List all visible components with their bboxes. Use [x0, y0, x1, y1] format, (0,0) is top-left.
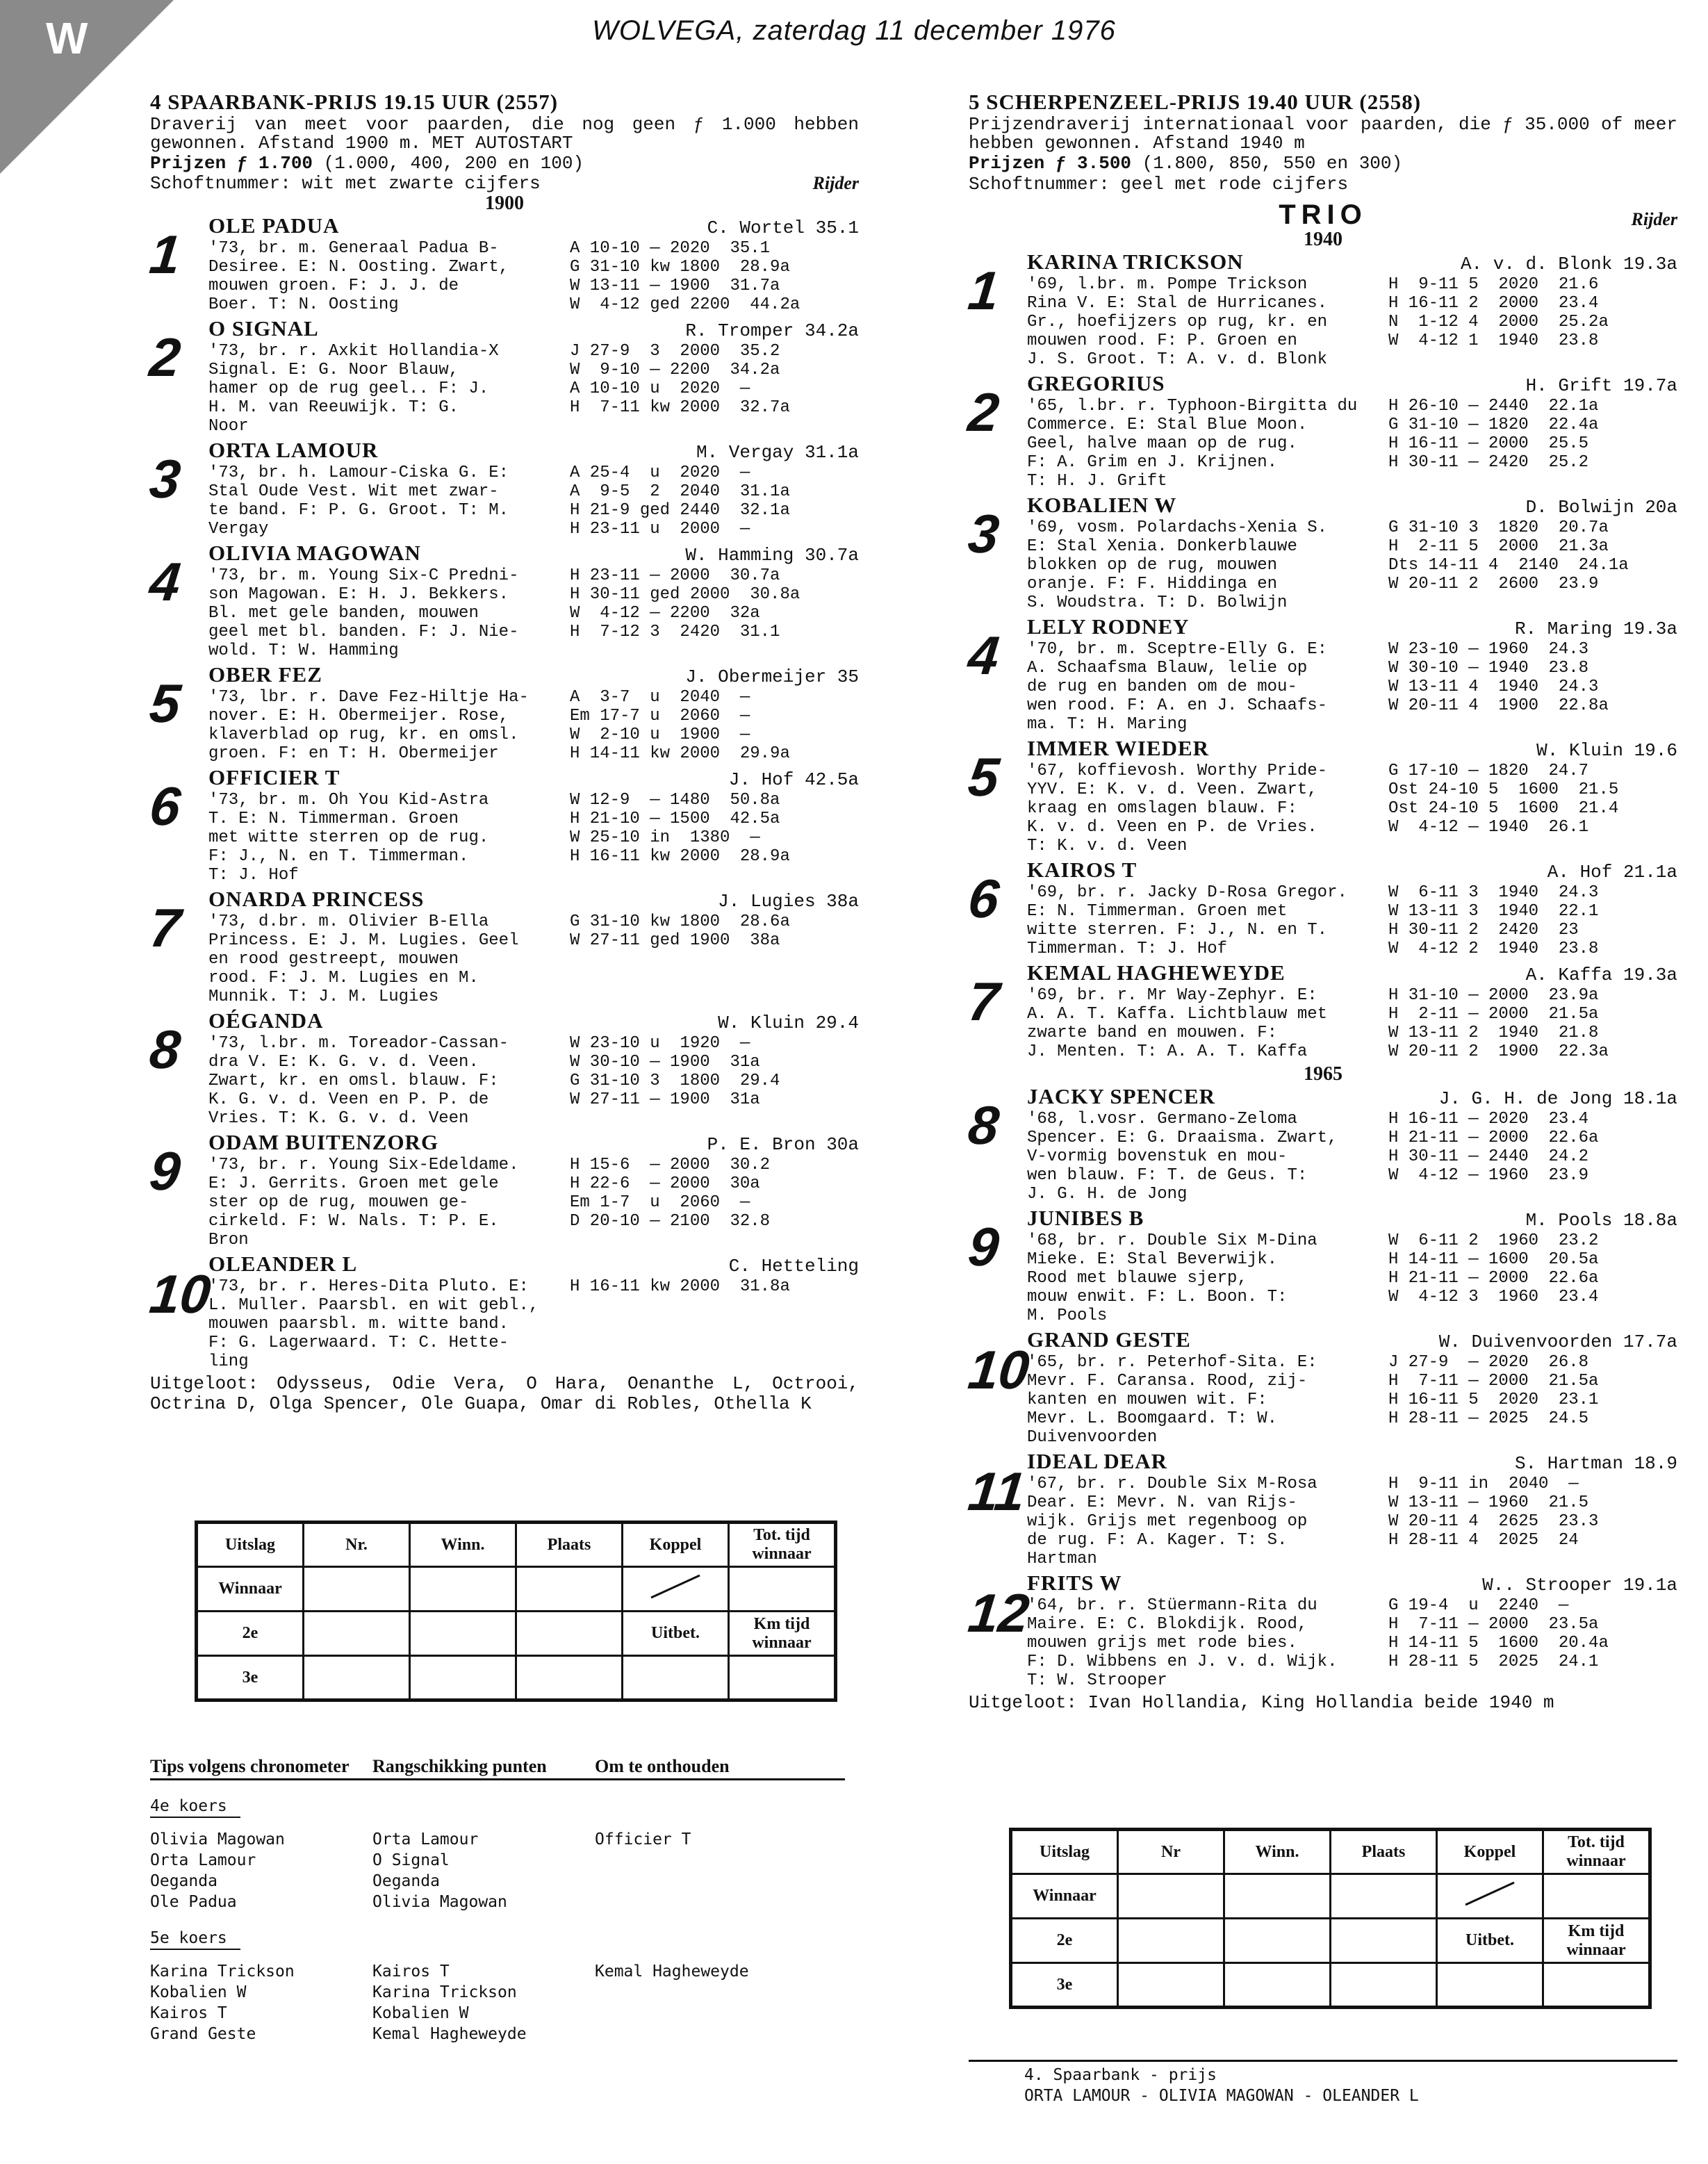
horse-entry: [965, 1571, 1677, 1690]
race-4-column: [147, 89, 859, 1414]
horse-body: [1027, 1353, 1677, 1447]
horse-entry: [965, 1449, 1677, 1568]
horse-list: [147, 213, 859, 1371]
grid-cell[interactable]: [1331, 1874, 1437, 1919]
divider: [150, 1778, 845, 1780]
start-number: 1: [965, 260, 1003, 321]
slash-icon: [1459, 1880, 1521, 1908]
horse-entry: [147, 316, 859, 436]
race-5-column: [965, 89, 1677, 1713]
uitgeloot: Uitgeloot: Ivan Hollandia, King Hollandia beide 1940 m: [969, 1692, 1554, 1713]
horse-description: '73, br. h. Lamour-Ciska G. E: Stal Oude Vest. Wit met zwar- te band. F: P. G. Groot. T: M. Vergay: [208, 464, 509, 539]
driver: A. v. d. Blonk 19.3a: [1460, 254, 1677, 274]
start-number: 4: [147, 551, 184, 612]
horse-header: [208, 438, 859, 464]
horse-body: [1027, 275, 1677, 369]
race-description: Prijzendraverij internationaal voor paarden, die ƒ 35.000 of meer hebben gewonnen. Afstand 1940 m: [969, 114, 1677, 154]
horse-results: H 9-11 5 2020 21.6 H 16-11 2 2000 23.4 N 1-12 4 2000 25.2a W 4-12 1 1940 23.8: [1388, 275, 1609, 350]
horse-description: '65, br. r. Peterhof-Sita. E: Mevr. F. Caransa. Rood, zij- kanten en mouwen wit. F: Mevr. L. Boomgaard. T: W. Duivenvoorden: [1027, 1353, 1317, 1447]
start-number: 4: [965, 625, 1003, 686]
driver: D. Bolwijn 20a: [1525, 497, 1677, 518]
schoft-row: [150, 174, 859, 193]
race-title: 4 SPAARBANK-PRIJS 19.15 UUR (2557): [150, 90, 559, 114]
horse-name: KARINA TRICKSON: [1027, 249, 1244, 274]
kmtijd-label: Km tijd winnaar: [1543, 1919, 1650, 1963]
horse-entry: [965, 249, 1677, 369]
horse-entry: [965, 1084, 1677, 1204]
horse-header: [208, 887, 859, 912]
horse-header: [1027, 961, 1677, 986]
driver: A. Hof 21.1a: [1547, 862, 1677, 883]
divider: [969, 2060, 1677, 2062]
grid-row-label: 2e: [197, 1612, 304, 1656]
horse-header: [1027, 1328, 1677, 1353]
start-number: 11: [965, 1461, 1028, 1522]
grid-header: Winn.: [1224, 1830, 1331, 1874]
horse-entry: [147, 1252, 859, 1371]
horse-description: '69, l.br. m. Pompe Trickson Rina V. E: Stal de Hurricanes. Gr., hoefijzers op rug, kr. en mouwen rood. F: P. Groen en J. S. Groot. T: A. v. d. Blonk: [1027, 275, 1328, 369]
kmtijd-label: Km tijd winnaar: [729, 1612, 836, 1656]
horse-entry: [965, 1206, 1677, 1325]
horse-description: '67, koffievosh. Worthy Pride- YYV. E: K. v. d. Veen. Zwart, kraag en omslagen blauw. F: K. v. d. Veen en P. de Vries. T: K. v. d. Veen: [1027, 762, 1328, 855]
driver: M. Vergay 31.1a: [696, 442, 859, 463]
horse-description: '64, br. r. Stüermann-Rita du Maire. E: C. Blokdijk. Rood, mouwen grijs met rode bies. F: D. Wibbens en J. v. d. Wijk. T: W. Strooper: [1027, 1596, 1338, 1690]
grid-header: Tot. tijd winnaar: [729, 1523, 836, 1567]
driver: W. Duivenvoorden 17.7a: [1438, 1331, 1677, 1352]
horse-header: [208, 541, 859, 566]
horse-results: G 17-10 — 1820 24.7 Ost 24-10 5 1600 21.5 Ost 24-10 5 1600 21.4 W 4-12 — 1940 26.1: [1388, 762, 1619, 837]
horse-body: [1027, 986, 1677, 1061]
horse-name: OLIVIA MAGOWAN: [208, 541, 421, 565]
tips-header: [150, 1757, 845, 1776]
horse-name: JUNIBES B: [1027, 1206, 1144, 1230]
horse-name: OLE PADUA: [208, 213, 340, 238]
koers-list: Kairos T Karina Trickson Kobalien W Kemal Hagheweyde: [372, 1962, 527, 2043]
trio-label: TRIO: [1279, 199, 1368, 230]
horse-header: [1027, 1571, 1677, 1596]
horse-description: '70, br. m. Sceptre-Elly G. E: A. Schaafsma Blauw, lelie op de rug en banden om de mou- wen rood. F: A. en J. Schaafs- ma. T: H. Maring: [1027, 640, 1328, 734]
horse-body: [208, 239, 859, 314]
grid-cell[interactable]: [1331, 1919, 1437, 1963]
horse-results: W 23-10 u 1920 — W 30-10 — 1900 31a G 31-10 3 1800 29.4 W 27-11 — 1900 31a: [570, 1034, 780, 1109]
horse-header: [1027, 250, 1677, 275]
horse-header: [208, 766, 859, 791]
horse-header: [1027, 737, 1677, 762]
horse-body: [208, 688, 859, 763]
horse-results: H 23-11 — 2000 30.7a H 30-11 ged 2000 30.8a W 4-12 — 2200 32a H 7-12 3 2420 31.1: [570, 566, 800, 641]
horse-description: '73, d.br. m. Olivier B-Ella Princess. E: J. M. Lugies. Geel en rood gestreept, mouwen rood. F: J. M. Lugies en M. Munnik. T: J. M. Lugies: [208, 912, 519, 1006]
horse-name: OLEANDER L: [208, 1252, 358, 1276]
horse-name: OÉGANDA: [208, 1008, 324, 1033]
grid-row-label: Winnaar: [197, 1567, 304, 1612]
horse-header: [1027, 1085, 1677, 1110]
koers-list: Kemal Hagheweyde: [595, 1962, 749, 1981]
grid-row-label: 3e: [197, 1656, 304, 1700]
horse-description: '73, br. r. Heres-Dita Pluto. E: L. Muller. Paarsbl. en wit gebl., mouwen paarsbl. m. witte band. F: G. Lagerwaard. T: C. Hette- ling: [208, 1277, 539, 1371]
uitbet-label: Uitbet.: [623, 1612, 729, 1656]
koers-title: 5e koers: [150, 1928, 240, 1950]
grid-header: Koppel: [623, 1523, 729, 1567]
grid-cell[interactable]: [410, 1656, 516, 1700]
horse-body: [1027, 1596, 1677, 1690]
horse-name: OFFICIER T: [208, 765, 340, 789]
distance-label: 1940: [1304, 229, 1342, 250]
horse-description: '68, br. r. Double Six M-Dina Mieke. E: Stal Beverwijk. Rood met blauwe sjerp, mouw enwit. F: L. Boon. T: M. Pools: [1027, 1231, 1317, 1325]
driver: M. Pools 18.8a: [1525, 1210, 1677, 1231]
horse-results: G 31-10 kw 1800 28.6a W 27-11 ged 1900 38a: [570, 912, 790, 950]
betting-grid-right: [1009, 1828, 1652, 2009]
horse-description: '73, br. m. Oh You Kid-Astra T. E: N. Timmerman. Groen met witte sterren op de rug. F: J., N. en T. Timmerman. T: J. Hof: [208, 791, 489, 885]
prize-label: Prijzen ƒ 3.500: [969, 153, 1132, 174]
horse-header: [208, 1252, 859, 1277]
horse-name: IMMER WIEDER: [1027, 736, 1210, 760]
koppel-slash-cell: [1437, 1874, 1543, 1919]
horse-description: '69, br. r. Jacky D-Rosa Gregor. E: N. Timmerman. Groen met witte sterren. F: J., N. en T. Timmerman. T: J. Hof: [1027, 883, 1347, 958]
horse-body: [208, 342, 859, 436]
koers-list: Olivia Magowan Orta Lamour Oeganda Ole Padua: [150, 1830, 285, 1911]
start-number: 3: [147, 448, 184, 509]
horse-header: [208, 317, 859, 342]
driver: C. Hetteling: [728, 1256, 859, 1277]
grid-cell[interactable]: [1118, 1874, 1224, 1919]
distance-label: 1965: [1304, 1063, 1342, 1085]
horse-header: [208, 1131, 859, 1156]
grid-cell[interactable]: [1543, 1963, 1650, 2008]
start-number: 8: [965, 1095, 1003, 1156]
koers-5: [150, 1928, 845, 2044]
grid-header: Koppel: [1437, 1830, 1543, 1874]
horse-entry: [965, 858, 1677, 958]
horse-description: '73, br. r. Axkit Hollandia-X Signal. E: G. Noor Blauw, hamer op de rug geel.. F: J. H. M. van Reeuwijk. T: G. Noor: [208, 342, 499, 436]
race-title: 5 SCHERPENZEEL-PRIJS 19.40 UUR (2558): [969, 90, 1422, 114]
horse-description: '73, br. m. Young Six-C Predni- son Magowan. E: H. J. Bekkers. Bl. met gele banden, mouwen geel met bl. banden. F: J. Nie- wold. T: W. Hamming: [208, 566, 519, 660]
horse-header: [208, 214, 859, 239]
horse-name: LELY RODNEY: [1027, 614, 1190, 639]
horse-list: [965, 249, 1677, 1690]
horse-name: GRAND GESTE: [1027, 1327, 1191, 1352]
horse-entry: [147, 1008, 859, 1128]
horse-results: J 27-9 — 2020 26.8 H 7-11 — 2000 21.5a H 16-11 5 2020 23.1 H 28-11 — 2025 24.5: [1388, 1353, 1599, 1428]
start-number: 5: [147, 673, 184, 734]
horse-name: ONARDA PRINCESS: [208, 887, 425, 911]
horse-results: H 16-11 kw 2000 31.8a: [570, 1277, 790, 1296]
schoft-number: Schoftnummer: geel met rode cijfers: [969, 174, 1349, 195]
horse-description: '73, br. r. Young Six-Edeldame. E: J. Gerrits. Groen met gele ster op de rug, mouwen ge- cirkeld. F: W. Nals. T: P. E. Bron: [208, 1156, 519, 1249]
horse-body: [208, 1156, 859, 1249]
horse-results: W 23-10 — 1960 24.3 W 30-10 — 1940 23.8 W 13-11 4 1940 24.3 W 20-11 4 1900 22.8a: [1388, 640, 1609, 715]
driver: W. Hamming 30.7a: [685, 545, 859, 566]
horse-description: '73, lbr. r. Dave Fez-Hiltje Ha- nover. E: H. Obermeijer. Rose, klaverblad op rug, kr. en omsl. groen. F: en T: H. Obermeijer: [208, 688, 529, 763]
horse-description: '65, l.br. r. Typhoon-Birgitta du Commerce. E: Stal Blue Moon. Geel, halve maan op de rug. F: A. Grim en J. Krijnen. T: H. J. Grift: [1027, 397, 1358, 491]
grid-header: Plaats: [1331, 1830, 1437, 1874]
prize-label: Prijzen ƒ 1.700: [150, 153, 313, 174]
horse-body: [208, 791, 859, 885]
grid-row-label: 2e: [1011, 1919, 1118, 1963]
horse-name: IDEAL DEAR: [1027, 1449, 1168, 1473]
driver: W. Kluin 19.6: [1536, 740, 1677, 761]
driver: J. Lugies 38a: [718, 891, 859, 912]
horse-header: [1027, 493, 1677, 518]
driver: J. Obermeijer 35: [685, 666, 859, 687]
rijder-label: Rijder: [812, 173, 859, 193]
horse-body: [208, 464, 859, 539]
koers-list: Officier T: [595, 1830, 691, 1849]
page-header: WOLVEGA, zaterdag 11 december 1976: [592, 15, 1116, 46]
horse-entry: [147, 765, 859, 885]
grid-cell[interactable]: [729, 1567, 836, 1612]
driver: S. Hartman 18.9: [1514, 1453, 1677, 1474]
grid-cell[interactable]: [1437, 1963, 1543, 2008]
grid-header: Nr: [1118, 1830, 1224, 1874]
grid-cell[interactable]: [516, 1612, 623, 1656]
horse-body: [208, 912, 859, 1006]
grid-cell[interactable]: [729, 1656, 836, 1700]
horse-header: [1027, 1450, 1677, 1475]
uitbet-label: Uitbet.: [1437, 1919, 1543, 1963]
grid-cell[interactable]: [410, 1567, 516, 1612]
start-number: 3: [965, 503, 1003, 564]
horse-header: [208, 1009, 859, 1034]
horse-name: GREGORIUS: [1027, 371, 1165, 395]
koers-list: Karina Trickson Kobalien W Kairos T Grand Geste: [150, 1962, 295, 2043]
driver: A. Kaffa 19.3a: [1525, 965, 1677, 985]
horse-name: O SIGNAL: [208, 316, 319, 341]
grid-header: Uitslag: [1011, 1830, 1118, 1874]
horse-entry: [965, 614, 1677, 734]
horse-body: [1027, 883, 1677, 958]
driver: R. Tromper 34.2a: [685, 320, 859, 341]
horse-entry: [147, 213, 859, 314]
distance-label: 1900: [485, 192, 524, 214]
horse-name: JACKY SPENCER: [1027, 1084, 1216, 1108]
horse-entry: [965, 371, 1677, 491]
driver: J. G. H. de Jong 18.1a: [1438, 1088, 1677, 1109]
horse-header: [208, 663, 859, 688]
koppel-slash-cell: [623, 1567, 729, 1612]
horse-body: [1027, 518, 1677, 612]
horse-results: A 3-7 u 2040 — Em 17-7 u 2060 — W 2-10 u 1900 — H 14-11 kw 2000 29.9a: [570, 688, 790, 763]
grid-cell[interactable]: [1331, 1963, 1437, 2008]
horse-description: '73, br. m. Generaal Padua B- Desiree. E: N. Oosting. Zwart, mouwen groen. F: J. J. de Boer. T: N. Oosting: [208, 239, 509, 314]
koers-list: Orta Lamour O Signal Oeganda Olivia Magowan: [372, 1830, 507, 1911]
result-title: 4. Spaarbank - prijs: [1024, 2066, 1217, 2084]
horse-header: [1027, 858, 1677, 883]
horse-name: KAIROS T: [1027, 858, 1138, 882]
horse-body: [1027, 1110, 1677, 1204]
grid-header: Nr.: [304, 1523, 410, 1567]
grid-cell[interactable]: [1224, 1963, 1331, 2008]
horse-description: '69, vosm. Polardachs-Xenia S. E: Stal Xenia. Donkerblauwe blokken op de rug, mouwen oranje. F: F. Hiddinga en S. Woudstra. T: D. Bolwijn: [1027, 518, 1328, 612]
horse-body: [1027, 1231, 1677, 1325]
horse-header: [1027, 372, 1677, 397]
grid-row-label: Winnaar: [1011, 1874, 1118, 1919]
start-number: 10: [965, 1339, 1033, 1400]
start-number: 2: [147, 327, 184, 388]
grid-cell[interactable]: [623, 1656, 729, 1700]
koers-title: 4e koers: [150, 1796, 240, 1818]
horse-results: W 12-9 — 1480 50.8a H 21-10 — 1500 42.5a W 25-10 in 1380 — H 16-11 kw 2000 28.9a: [570, 791, 790, 866]
horse-name: ODAM BUITENZORG: [208, 1130, 439, 1154]
horse-description: '67, br. r. Double Six M-Rosa Dear. E: Mevr. N. van Rijs- wijk. Grijs met regenboog op de rug. F: A. Kager. T: S. Hartman: [1027, 1475, 1317, 1568]
grid-cell[interactable]: [516, 1567, 623, 1612]
race-prizes: [969, 153, 1677, 174]
start-number: 12: [965, 1582, 1033, 1644]
grid-cell[interactable]: [1118, 1963, 1224, 2008]
race-prizes: [150, 153, 859, 174]
driver: H. Grift 19.7a: [1525, 375, 1677, 396]
horse-entry: [147, 438, 859, 539]
horse-entry: [147, 887, 859, 1006]
driver: J. Hof 42.5a: [728, 769, 859, 790]
horse-results: H 26-10 — 2440 22.1a G 31-10 — 1820 22.4a H 16-11 — 2000 25.5 H 30-11 — 2420 25.2: [1388, 397, 1599, 472]
grid-cell[interactable]: [304, 1567, 410, 1612]
grid-cell[interactable]: [304, 1656, 410, 1700]
start-number: 8: [147, 1019, 184, 1080]
horse-body: [208, 1277, 859, 1371]
horse-entry: [965, 960, 1677, 1061]
horse-name: KEMAL HAGHEWEYDE: [1027, 960, 1286, 985]
horse-body: [208, 566, 859, 660]
prize-breakdown: (1.000, 400, 200 en 100): [313, 153, 584, 174]
grid-header: Uitslag: [197, 1523, 304, 1567]
grid-cell[interactable]: [1224, 1919, 1331, 1963]
horse-results: G 31-10 3 1820 20.7a H 2-11 5 2000 21.3a Dts 14-11 4 2140 24.1a W 20-11 2 2600 23.9: [1388, 518, 1629, 593]
prize-breakdown: (1.800, 850, 550 en 300): [1131, 153, 1403, 174]
start-number: 7: [965, 971, 1003, 1032]
grid-header: Winn.: [410, 1523, 516, 1567]
horse-body: [208, 1034, 859, 1128]
grid-cell[interactable]: [304, 1612, 410, 1656]
horse-name: KOBALIEN W: [1027, 493, 1177, 517]
uitgeloot: Uitgeloot: Odysseus, Odie Vera, O Hara, Oenanthe L, Octrooi, Octrina D, Olga Spencer, Ole Guapa, Omar di Robles, Othella K: [150, 1373, 859, 1414]
horse-name: OBER FEZ: [208, 662, 322, 687]
grid-cell[interactable]: [516, 1656, 623, 1700]
horse-body: [1027, 397, 1677, 491]
horse-results: W 6-11 3 1940 24.3 W 13-11 3 1940 22.1 H 30-11 2 2420 23 W 4-12 2 1940 23.8: [1388, 883, 1599, 958]
horse-entry: [965, 493, 1677, 612]
grid-cell[interactable]: [1543, 1874, 1650, 1919]
horse-description: '68, l.vosr. Germano-Zeloma Spencer. E: G. Draaisma. Zwart, V-vormig bovenstuk en mou- wen blauw. F: T. de Geus. T: J. G. H. de Jong: [1027, 1110, 1338, 1204]
horse-body: [1027, 1475, 1677, 1568]
horse-entry: [965, 736, 1677, 855]
grid-cell[interactable]: [410, 1612, 516, 1656]
horse-name: ORTA LAMOUR: [208, 438, 379, 462]
start-number: 1: [147, 224, 184, 285]
grid-row-label: 3e: [1011, 1963, 1118, 2008]
tips-col-chronometer: Tips volgens chronometer: [150, 1756, 350, 1776]
driver: W. Kluin 29.4: [718, 1013, 859, 1033]
driver: R. Maring 19.3a: [1514, 618, 1677, 639]
horse-header: [1027, 615, 1677, 640]
start-number: 9: [965, 1216, 1003, 1277]
grid-cell[interactable]: [1118, 1919, 1224, 1963]
horse-results: H 9-11 in 2040 — W 13-11 — 1960 21.5 W 20-11 4 2625 23.3 H 28-11 4 2025 24: [1388, 1475, 1599, 1550]
horse-entry: [147, 1130, 859, 1249]
driver: P. E. Bron 30a: [707, 1134, 859, 1155]
start-number: 7: [147, 897, 184, 958]
horse-description: '73, l.br. m. Toreador-Cassan- dra V. E: K. G. v. d. Veen. Zwart, kr. en omsl. blauw. F: K. G. v. d. Veen en P. P. de Vries. T: K. G. v. d. Veen: [208, 1034, 509, 1128]
grid-cell[interactable]: [1224, 1874, 1331, 1919]
horse-name: FRITS W: [1027, 1571, 1122, 1595]
betting-grid-left: [195, 1520, 837, 1702]
result-footer: [969, 2060, 1677, 2106]
horse-body: [1027, 640, 1677, 734]
horse-header: [1027, 1206, 1677, 1231]
horse-results: A 10-10 — 2020 35.1 G 31-10 kw 1800 28.9a W 13-11 — 1900 31.7a W 4-12 ged 2200 44.2a: [570, 239, 800, 314]
start-number: 10: [147, 1263, 214, 1325]
result-line: ORTA LAMOUR - OLIVIA MAGOWAN - OLEANDER L: [1024, 2087, 1419, 2105]
rijder-label: Rijder: [1631, 209, 1677, 229]
tips-col-punten: Rangschikking punten: [372, 1756, 547, 1776]
driver: C. Wortel 35.1: [707, 218, 859, 238]
horse-entry: [147, 541, 859, 660]
horse-entry: [965, 1327, 1677, 1447]
horse-results: A 25-4 u 2020 — A 9-5 2 2040 31.1a H 21-9 ged 2440 32.1a H 23-11 u 2000 —: [570, 464, 790, 539]
start-number: 6: [965, 868, 1003, 929]
horse-results: G 19-4 u 2240 — H 7-11 — 2000 23.5a H 14-11 5 1600 20.4a H 28-11 5 2025 24.1: [1388, 1596, 1609, 1671]
start-number: 5: [965, 746, 1003, 808]
corner-letter: W: [46, 13, 88, 63]
grid-header: Tot. tijd winnaar: [1543, 1830, 1650, 1874]
start-number: 9: [147, 1140, 184, 1202]
driver: W.. Strooper 19.1a: [1482, 1575, 1677, 1596]
tips-col-onthouden: Om te onthouden: [595, 1756, 730, 1776]
slash-icon: [644, 1573, 707, 1600]
start-number: 6: [147, 776, 184, 837]
horse-results: W 6-11 2 1960 23.2 H 14-11 — 1600 20.5a H 21-11 — 2000 22.6a W 4-12 3 1960 23.4: [1388, 1231, 1599, 1306]
horse-results: H 31-10 — 2000 23.9a H 2-11 — 2000 21.5a W 13-11 2 1940 21.8 W 20-11 2 1900 22.3a: [1388, 986, 1609, 1061]
tips-box: [150, 1757, 845, 2044]
start-number: 2: [965, 382, 1003, 443]
horse-results: H 15-6 — 2000 30.2 H 22-6 — 2000 30a Em 1-7 u 2060 — D 20-10 — 2100 32.8: [570, 1156, 771, 1231]
koers-4: [150, 1796, 845, 1912]
race-description: Draverij van meet voor paarden, die nog geen ƒ 1.000 hebben gewonnen. Afstand 1900 m. MET AUTOSTART: [150, 114, 859, 154]
grid-header: Plaats: [516, 1523, 623, 1567]
horse-entry: [147, 662, 859, 763]
horse-results: J 27-9 3 2000 35.2 W 9-10 — 2200 34.2a A 10-10 u 2020 — H 7-11 kw 2000 32.7a: [570, 342, 790, 417]
horse-description: '69, br. r. Mr Way-Zephyr. E: A. A. T. Kaffa. Lichtblauw met zwarte band en mouwen. F: J. Menten. T: A. A. T. Kaffa: [1027, 986, 1328, 1061]
schoft-number: Schoftnummer: wit met zwarte cijfers: [150, 173, 541, 194]
horse-body: [1027, 762, 1677, 855]
horse-results: H 16-11 — 2020 23.4 H 21-11 — 2000 22.6a H 30-11 — 2440 24.2 W 4-12 — 1960 23.9: [1388, 1110, 1599, 1185]
